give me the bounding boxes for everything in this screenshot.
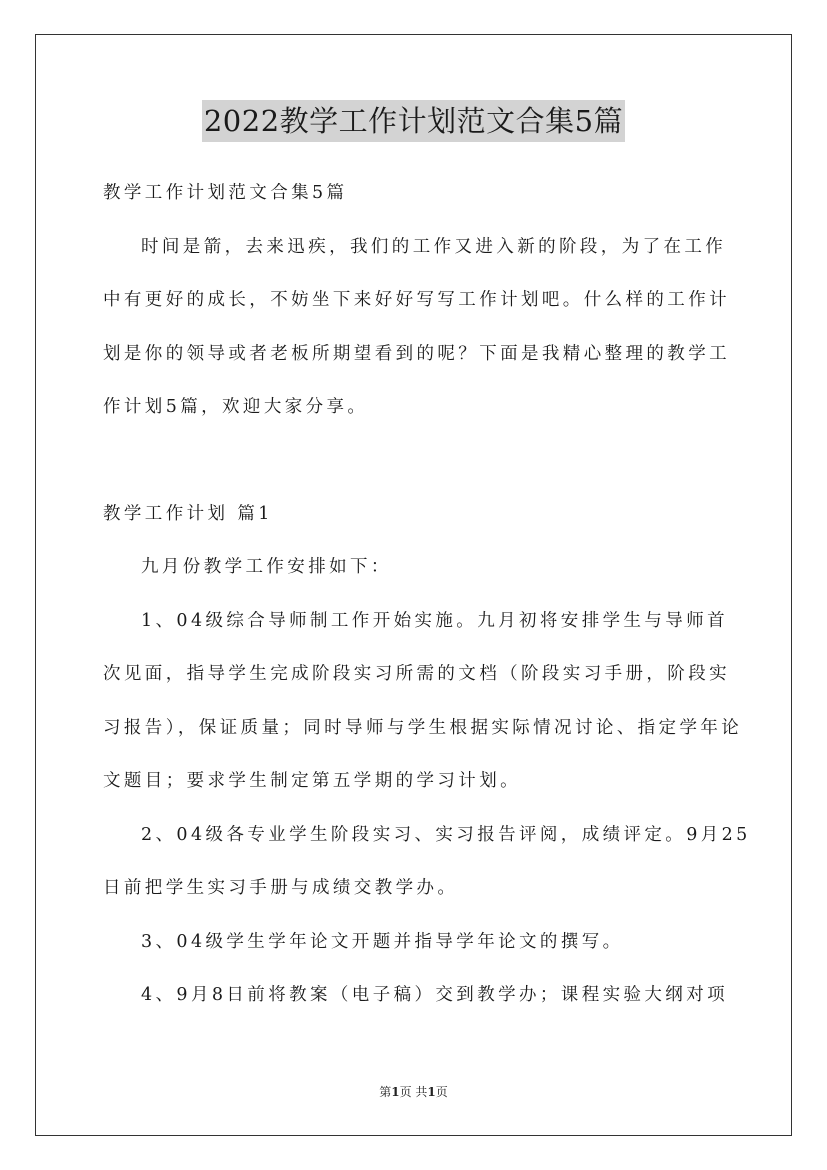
page-footer <box>0 1084 827 1100</box>
section-line-4: 习报告），保证质量；同时导师与学生根据实际情况讨论、指定学年论 <box>103 717 743 738</box>
document-title: 2022教学工作计划范文合集5篇 <box>202 100 625 142</box>
section-line-5: 文题目；要求学生制定第五学期的学习计划。 <box>103 771 521 791</box>
section-line-6: 2、04级各专业学生阶段实习、实习报告评阅，成绩评定。9月25 <box>141 824 751 845</box>
footer-page-prefix: 第 <box>379 1085 392 1099</box>
section-line-7: 日前把学生实习手册与成绩交教学办。 <box>103 878 459 898</box>
title-container <box>0 100 827 142</box>
footer-page-mid: 页 共 <box>399 1085 428 1099</box>
section-line-1: 九月份教学工作安排如下： <box>141 557 392 577</box>
footer-page-current: 1 <box>391 1085 400 1099</box>
section-line-8: 3、04级学生学年论文开题并指导学年论文的撰写。 <box>141 931 624 952</box>
paragraph-gap <box>103 435 728 488</box>
section-line-3: 次见面，指导学生完成阶段实习所需的文档（阶段实习手册，阶段实 <box>103 664 730 684</box>
footer-page-suffix: 页 <box>435 1085 448 1099</box>
section-line-2: 1、04级综合导师制工作开始实施。九月初将安排学生与导师首 <box>141 610 728 631</box>
document-subtitle: 教学工作计划范文合集5篇 <box>103 183 348 203</box>
intro-line-3: 划是你的领导或者老板所期望看到的呢？下面是我精心整理的教学工 <box>103 343 730 364</box>
intro-line-2: 中有更好的成长，不妨坐下来好好写写工作计划吧。什么样的工作计 <box>103 290 730 310</box>
section-line-9: 4、9月8日前将教案（电子稿）交到教学办；课程实验大纲对项 <box>141 985 728 1005</box>
intro-line-4: 作计划5篇，欢迎大家分享。 <box>103 397 369 417</box>
intro-line-1: 时间是箭，去来迅疾，我们的工作又进入新的阶段，为了在工作 <box>141 236 727 257</box>
section-heading: 教学工作计划 篇1 <box>103 503 273 524</box>
document-body <box>103 167 751 1023</box>
footer-page-total: 1 <box>427 1085 436 1099</box>
